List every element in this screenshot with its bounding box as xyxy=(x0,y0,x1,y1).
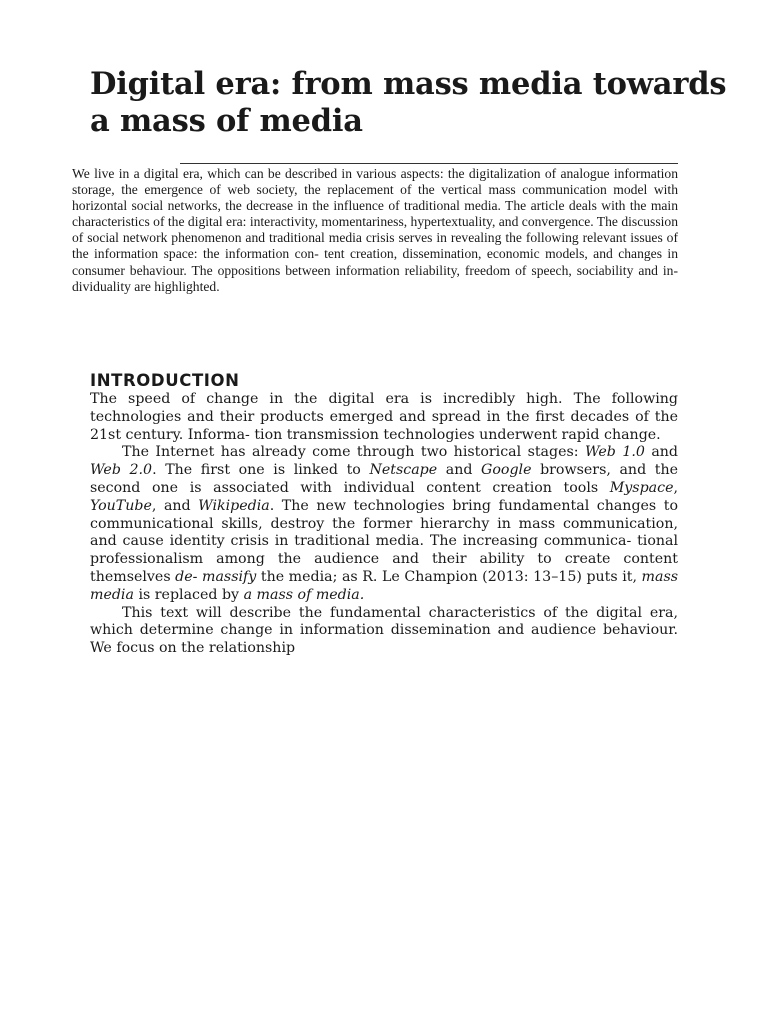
italic-term-google: Google xyxy=(481,462,532,479)
italic-term-mass-media: mass media xyxy=(90,568,679,603)
text-run: is replaced by xyxy=(133,586,244,603)
italic-term-web2: Web 2.0 xyxy=(90,462,153,479)
italic-term-web1: Web 1.0 xyxy=(584,444,645,461)
paragraph-3: This text will describe the fundamental characteristics of the digital era, which determine change in information dissemination and audience behaviour. We focus on the relationship xyxy=(90,604,678,657)
paragraph-1: The speed of change in the digital era is incredibly high. The following technologies and their products emerged and spread in the first decades of the 21st century. Informa- tion transmission technologies underwent rapid change. xyxy=(90,391,678,443)
text-run: , xyxy=(673,479,678,496)
article-title-line-1: Digital era: from mass media towards xyxy=(90,66,727,102)
italic-term-netscape: Netscape xyxy=(369,462,438,479)
italic-term-demassify: de- massify xyxy=(175,568,257,585)
text-run: The Internet has already come through two historical stages: xyxy=(122,444,585,461)
italic-term-wikipedia: Wikipedia xyxy=(198,497,270,514)
text-run: . The new technologies bring fundamental changes to communicational skills, destroy the former hierarchy in mass communication, and cause identity crisis in traditional media. The increasing communica- tional professionalism among the audience and their ability to create content themselves xyxy=(90,497,678,585)
introduction-body xyxy=(90,391,678,658)
italic-term-mass-of-media: a mass of media. xyxy=(243,586,365,603)
italic-term-youtube: YouTube xyxy=(90,497,152,514)
abstract-divider xyxy=(180,163,678,164)
abstract: We live in a digital era, which can be described in various aspects: the digitalization of analogue information storage, the emergence of web society, the replacement of the vertical mass communication model with horizontal social networks, the decrease in the influence of traditional media. The article deals with the main characteristics of the digital era: interactivity, momentariness, hypertextuality, and convergence. The discussion of social network phenomenon and traditional media crisis serves in revealing the following relevant issues of the information space: the information con- tent creation, dissemination, economic models, and changes in consumer behaviour. The oppositions between information reliability, freedom of speech, sociability and in- dividuality are highlighted. xyxy=(72,166,678,294)
text-run: and xyxy=(644,444,678,461)
text-run: , and xyxy=(151,497,199,514)
paragraph-2 xyxy=(90,444,678,604)
text-run: browsers, and the second one is associated with individual content creation tools xyxy=(90,462,678,496)
article-title-line-2: a mass of media xyxy=(90,103,363,139)
section-heading-introduction: INTRODUCTION xyxy=(90,371,240,390)
text-run: and xyxy=(437,462,482,479)
text-run: . The first one is linked to xyxy=(152,462,370,479)
article-title xyxy=(90,66,727,140)
text-run: the media; as R. Le Champion (2013: 13–15) puts it, xyxy=(256,568,642,585)
italic-term-myspace: Myspace xyxy=(609,479,674,496)
